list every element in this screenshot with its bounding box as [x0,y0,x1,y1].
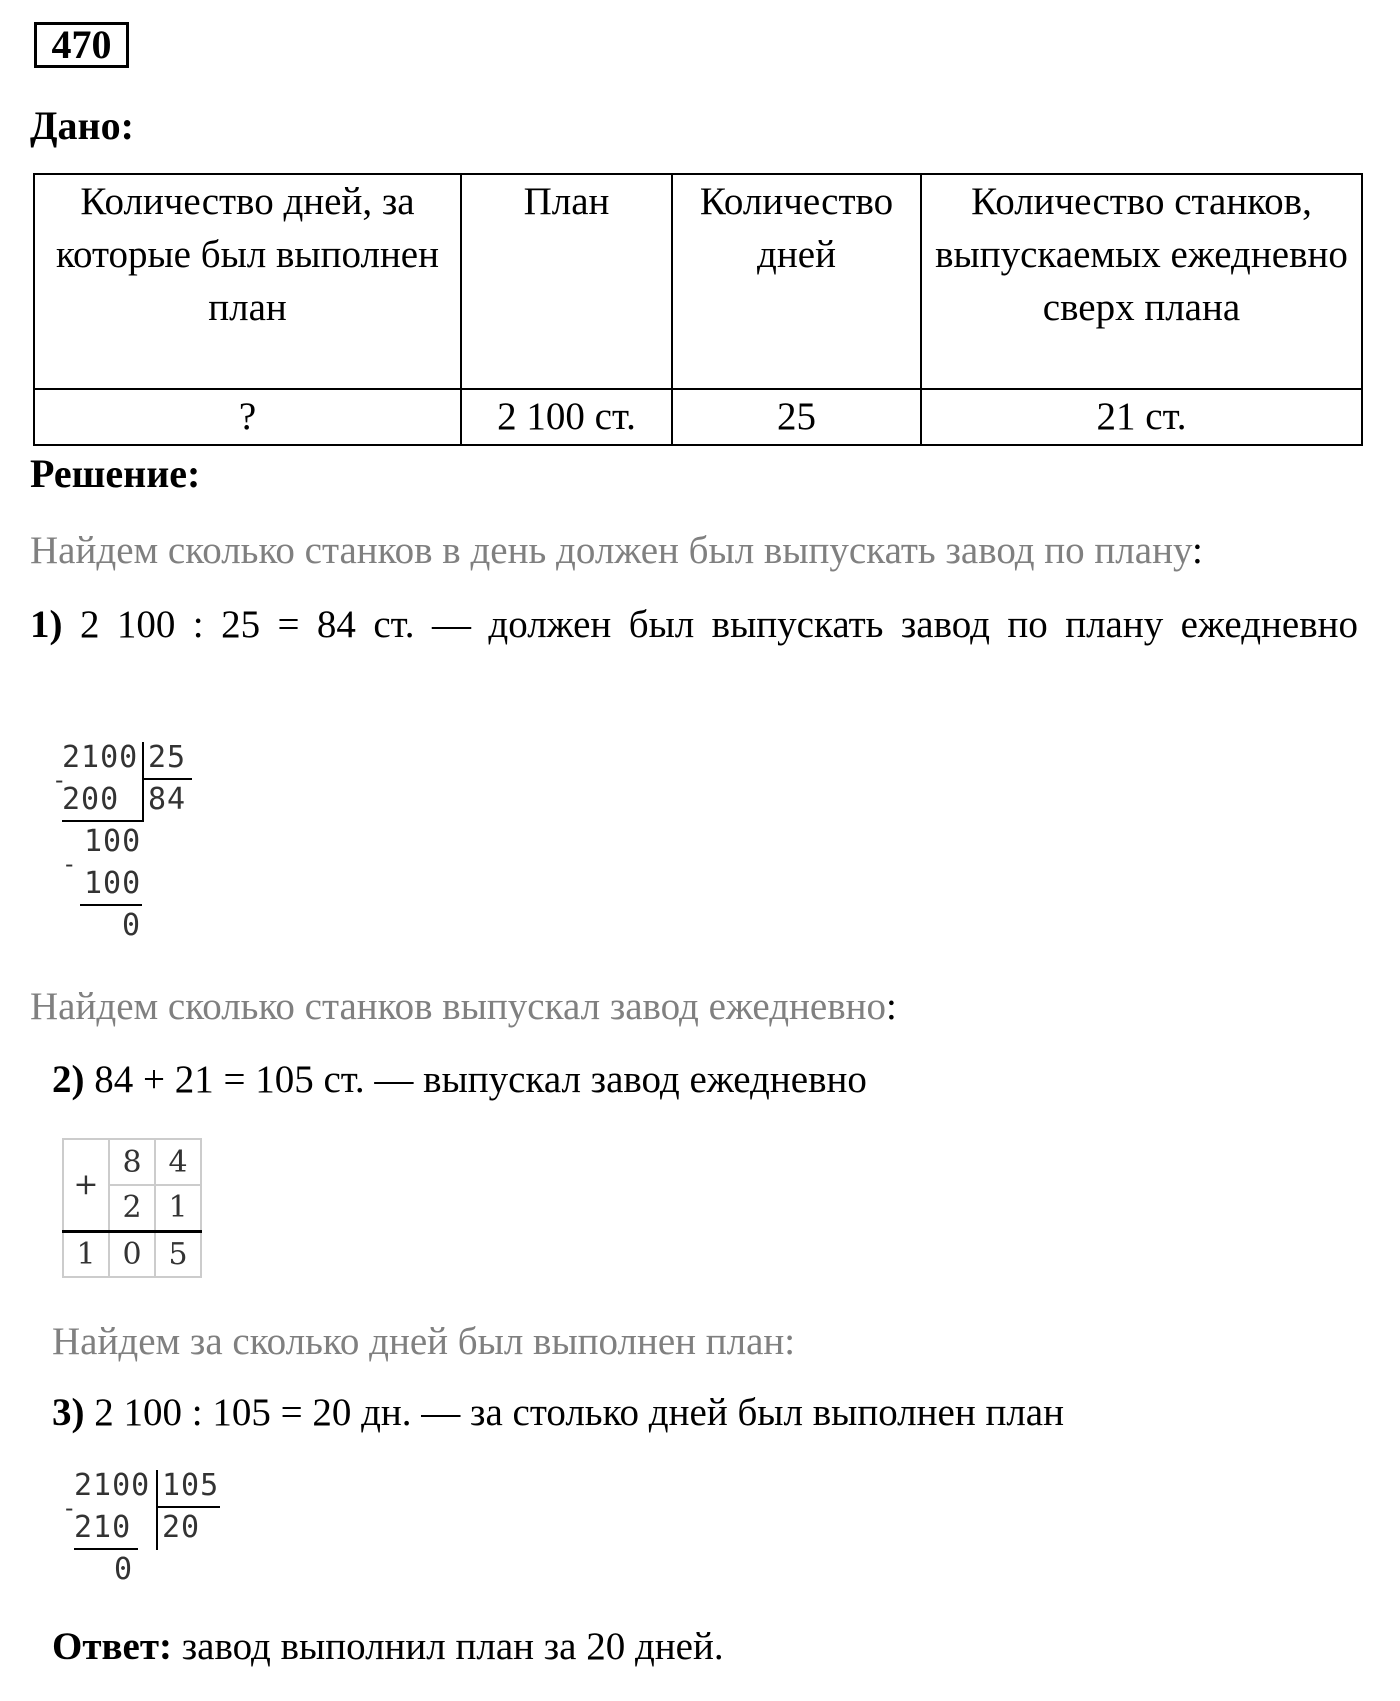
addition-row-1 [63,1139,201,1185]
addition-result-digit: 5 [155,1231,201,1277]
hint-1-colon: : [1191,529,1203,572]
div2-line [74,1548,138,1550]
step-2-number: 2) [52,1058,85,1101]
div1-quotient-bar [142,778,192,780]
hint-1 [30,527,1203,575]
step-2-text: 84 + 21 = 105 ст. — выпускал завод ежедневно [94,1058,867,1101]
value-plan: 2 100 ст. [461,389,672,445]
value-extra-machines: 21 ст. [921,389,1362,445]
step-1-number: 1) [30,603,63,646]
solution-label: Решение: [30,451,201,496]
div1-result: 0 [122,908,142,943]
header-extra-machines: Количество станков, выпускаемых ежедневно сверх плана [921,174,1362,389]
table-header-row [34,174,1362,389]
answer-label: Ответ: [52,1625,173,1668]
div1-minus-1: - [52,766,68,794]
value-days: 25 [672,389,921,445]
step-3-number: 3) [52,1391,85,1434]
addition-result-digit: 1 [63,1231,109,1277]
hint-2-colon: : [886,985,897,1028]
step-1 [30,598,1358,652]
div2-result: 0 [114,1552,134,1587]
given-table [33,173,1363,446]
addition-digit: 8 [109,1139,155,1185]
column-addition [62,1138,202,1278]
addition-digit: 1 [155,1185,201,1231]
addition-digit: 2 [109,1185,155,1231]
div1-line-1 [62,820,142,822]
div2-quotient: 20 [162,1510,201,1545]
answer-text: завод выполнил план за 20 дней. [181,1625,724,1668]
given-label: Дано: [30,103,134,148]
step-3-text: 2 100 : 105 = 20 дн. — за столько дней был выполнен план [94,1391,1064,1434]
div1-dividend: 2100 [62,740,139,775]
div2-quotient-bar [156,1506,220,1508]
table-value-row [34,389,1362,445]
addition-sign: + [63,1139,109,1231]
problem-number: 470 [34,22,129,68]
header-days-done: Количество дней, за которые был выполнен план [34,174,461,389]
hint-2 [30,983,897,1031]
step-3 [52,1386,1064,1440]
hint-1-text: Найдем сколько станков в день должен был выпускать завод по плану [30,529,1192,572]
div1-sub-2: 100 [84,866,142,901]
header-days: Количество дней [672,174,921,389]
div2-divisor: 105 [162,1468,220,1503]
step-1-text: 2 100 : 25 = 84 ст. — должен был выпускать завод по плану ежедневно [79,603,1359,646]
div1-remainder-1: 100 [84,824,142,859]
div1-line-2 [80,904,142,906]
div2-minus: - [62,1494,78,1522]
answer [52,1620,724,1674]
div1-vertical-bar [142,742,144,822]
div1-minus-2: - [62,850,78,878]
step-2 [52,1053,867,1107]
addition-result-digit: 0 [109,1231,155,1277]
value-days-done: ? [34,389,461,445]
div1-sub-1: 200 [62,782,120,817]
hint-3: Найдем за сколько дней был выполнен план: [52,1320,796,1363]
addition-digit: 4 [155,1139,201,1185]
div1-quotient: 84 [148,782,187,817]
hint-2-text: Найдем сколько станков выпускал завод ежедневно [30,985,887,1028]
header-plan: План [461,174,672,389]
div1-divisor: 25 [148,740,187,775]
div2-vertical-bar [156,1470,158,1550]
div2-sub-1: 210 [74,1510,132,1545]
div2-dividend: 2100 [74,1468,151,1503]
addition-result-row [63,1231,201,1277]
